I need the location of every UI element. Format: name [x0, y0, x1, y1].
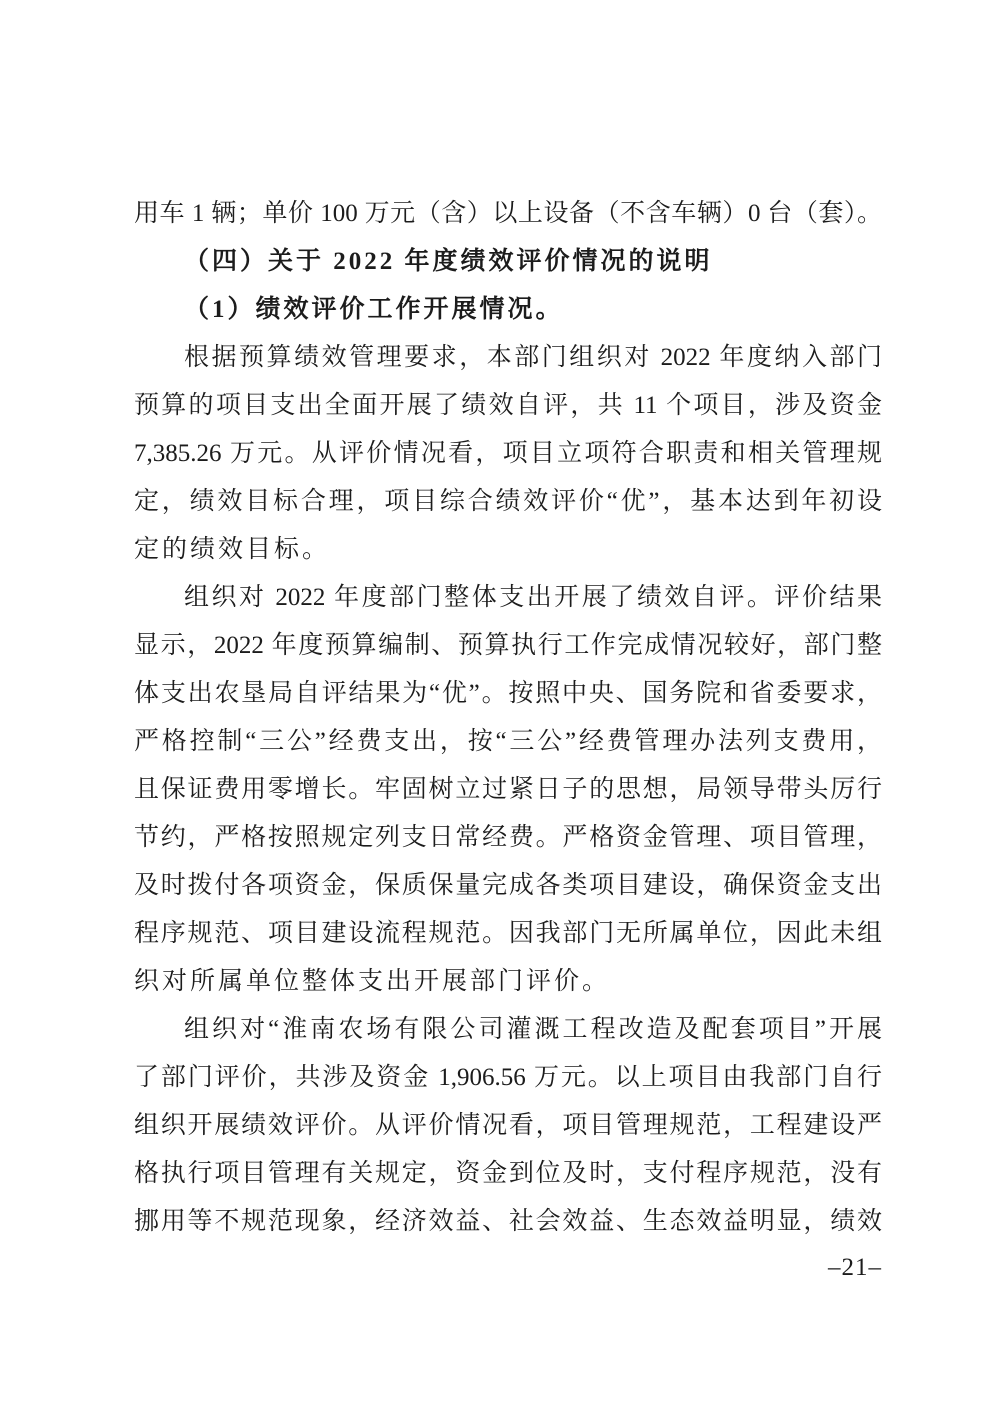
- body-line: 体支出农垦局自评结果为“优”。按照中央、国务院和省委要求，: [134, 680, 882, 707]
- body-line: 程序规范、项目建设流程规范。因我部门无所属单位，因此未组: [134, 920, 882, 947]
- text-block: [134, 190, 882, 1246]
- body-line: 组织对 2022 年度部门整体支出开展了绩效自评。评价结果: [184, 584, 882, 611]
- body-line: 织对所属单位整体支出开展部门评价。: [134, 968, 611, 995]
- body-line: 用车 1 辆；单价 100 万元（含）以上设备（不含车辆）0 台（套）。: [134, 200, 882, 227]
- body-line: 7,385.26 万元。从评价情况看，项目立项符合职责和相关管理规: [134, 440, 882, 467]
- body-line: 了部门评价，共涉及资金 1,906.56 万元。以上项目由我部门自行: [134, 1064, 882, 1091]
- body-line: 节约，严格按照规定列支日常经费。严格资金管理、项目管理，: [134, 824, 882, 851]
- body-line: 定，绩效目标合理，项目综合绩效评价“优”，基本达到年初设: [134, 488, 882, 515]
- subsection-heading: （1）绩效评价工作开展情况。: [184, 296, 564, 323]
- body-line: 严格控制“三公”经费支出，按“三公”经费管理办法列支费用，: [134, 728, 882, 755]
- body-line: 定的绩效目标。: [134, 536, 331, 563]
- body-line: 显示，2022 年度预算编制、预算执行工作完成情况较好，部门整: [134, 632, 882, 659]
- body-line: 预算的项目支出全面开展了绩效自评，共 11 个项目，涉及资金: [134, 392, 882, 419]
- body-line: 组织对“淮南农场有限公司灌溉工程改造及配套项目”开展: [184, 1016, 882, 1043]
- section-heading: （四）关于 2022 年度绩效评价情况的说明: [184, 248, 713, 275]
- page-number: –21–: [828, 1254, 882, 1281]
- body-line: 挪用等不规范现象，经济效益、社会效益、生态效益明显，绩效: [134, 1208, 882, 1235]
- body-line: 格执行项目管理有关规定，资金到位及时，支付程序规范，没有: [134, 1160, 882, 1187]
- body-line: 根据预算绩效管理要求，本部门组织对 2022 年度纳入部门: [184, 344, 882, 371]
- body-line: 及时拨付各项资金，保质保量完成各类项目建设，确保资金支出: [134, 872, 882, 899]
- body-line: 组织开展绩效评价。从评价情况看，项目管理规范，工程建设严: [134, 1112, 882, 1139]
- body-line: 且保证费用零增长。牢固树立过紧日子的思想，局领导带头厉行: [134, 776, 882, 803]
